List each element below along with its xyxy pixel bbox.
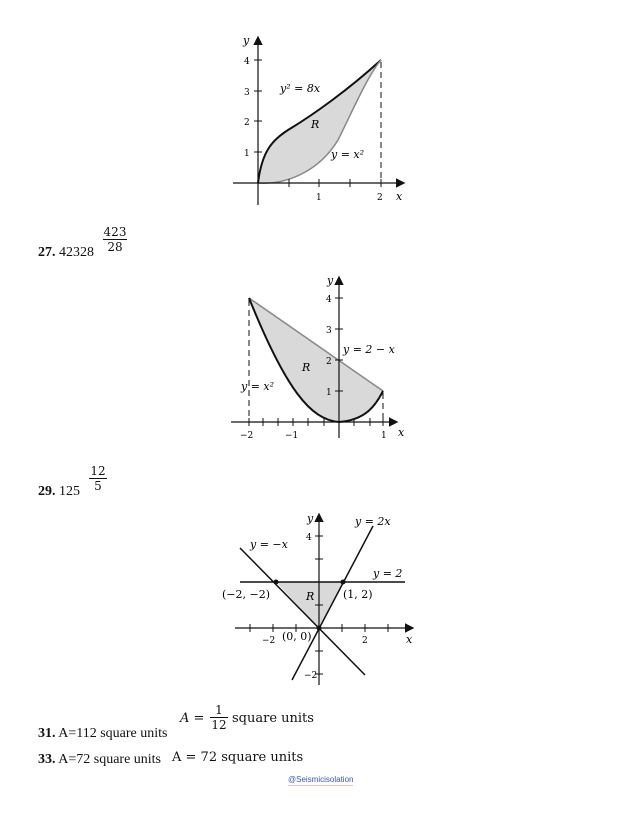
fraction-numerator: 1 [215,703,223,717]
y-tick-2: 2 [244,118,250,128]
line-y-neg-x [240,548,365,675]
point-right [341,580,346,585]
fraction-denominator: 5 [94,479,102,493]
answer-number: 31. [38,726,56,741]
x-tick-1: 1 [316,193,322,203]
answer-text: A=112 square units [58,726,168,741]
line-2-label: y = 2 [373,567,403,580]
figure-3-graph [220,510,420,690]
figure-2-graph [226,270,416,445]
line-label: y = 2 − x [343,343,395,356]
x-tick-1: 1 [381,431,387,441]
figure-1-graph [228,30,418,210]
point-left [274,580,279,585]
fraction-denominator: 12 [211,718,227,732]
fraction-31 [210,703,228,732]
answer-number: 33. [38,752,56,767]
point-origin [317,626,322,631]
point-origin-label: (0, 0) [282,630,312,643]
x-axis-label: x [406,633,413,646]
region-r-shade [249,298,383,422]
answer-text: 42328 [59,245,94,260]
answer-number: 27. [38,245,56,260]
formula-lhs: A = [180,711,205,726]
x-axis-label: x [398,426,405,439]
curve-label-lower: y = x² [331,148,365,161]
point-left-label: (−2, −2) [222,588,271,601]
answer-29 [38,484,80,500]
x-tick-neg2: −2 [262,636,276,646]
answer-31 [38,726,168,742]
watermark: @Seismicisolation [288,775,354,784]
fraction-numerator: 423 [103,225,127,239]
region-label: R [302,361,311,374]
fraction-29 [89,464,107,493]
y-tick-4: 4 [306,533,312,543]
y-tick-3: 3 [326,326,332,336]
x-tick-neg1: −1 [285,431,299,441]
region-r-shade [276,582,343,628]
x-tick-neg2: −2 [240,431,254,441]
region-label: R [311,118,320,131]
y-tick-neg2: −2 [304,671,318,681]
fraction-27 [103,225,127,254]
answer-27 [38,245,94,261]
y-axis-label: y [307,512,314,525]
answer-number: 29. [38,484,56,499]
y-axis-label: y [243,34,250,47]
y-axis-label: y [327,274,334,287]
answer-33 [38,752,161,768]
x-axis-label: x [396,190,403,203]
formula-unit: square units [232,711,314,726]
y-tick-2: 2 [326,357,332,367]
x-tick-2: 2 [362,636,368,646]
point-right-label: (1, 2) [343,588,373,601]
line-negx-label: y = −x [250,538,288,551]
y-tick-4: 4 [326,295,332,305]
y-tick-4: 4 [244,57,250,67]
answer-text: A=72 square units [58,752,162,767]
curve-label-upper: y² = 8x [280,82,321,95]
region-label: R [306,590,315,603]
answer-text: 125 [59,484,80,499]
formula-33: A = 72 square units [172,750,304,765]
y-tick-1: 1 [244,149,250,159]
y-tick-3: 3 [244,88,250,98]
region-r-shade [258,60,381,183]
x-tick-2: 2 [377,193,383,203]
curve-label: y = x² [241,380,275,393]
line-2x-label: y = 2x [355,515,391,528]
fraction-numerator: 12 [90,464,106,478]
fraction-denominator: 28 [107,240,123,254]
y-tick-1: 1 [326,388,332,398]
